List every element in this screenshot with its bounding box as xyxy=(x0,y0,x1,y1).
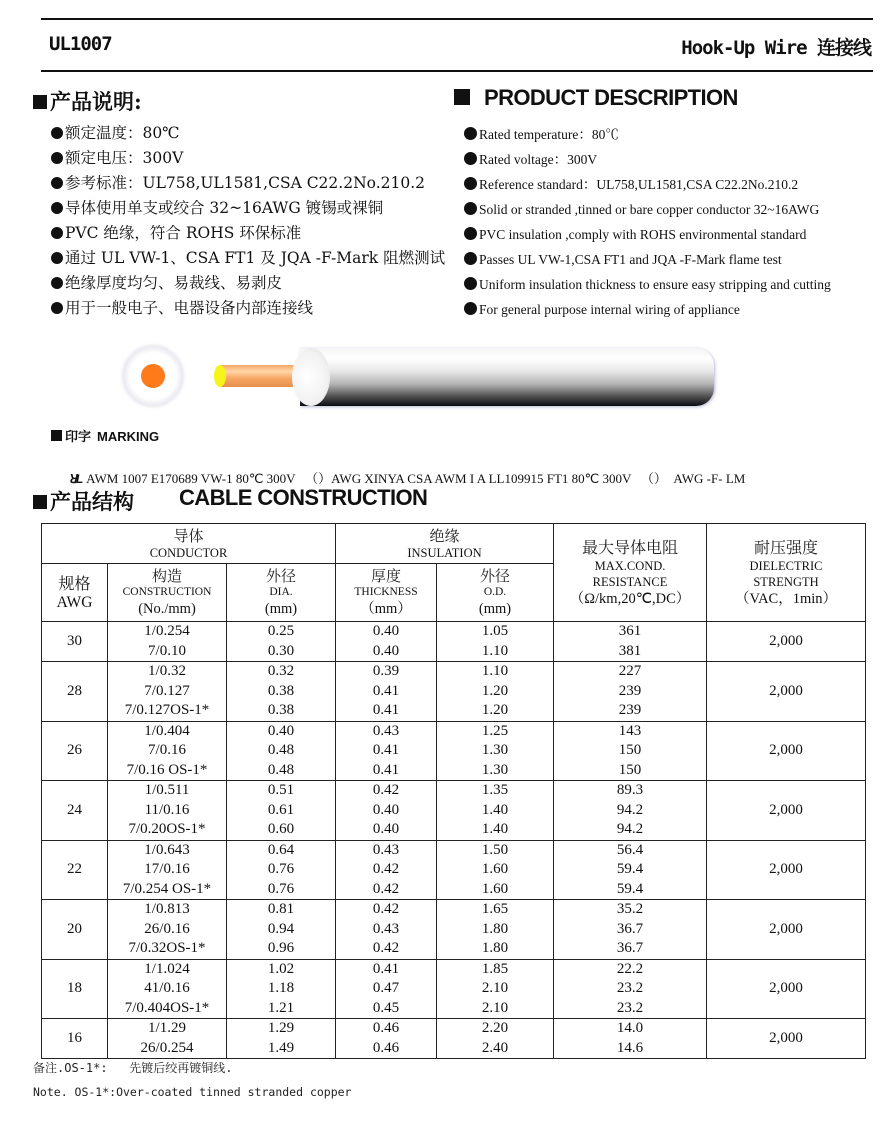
cell-value: 1.30 xyxy=(481,761,509,778)
cell-value: 1.10 xyxy=(481,663,509,679)
cell-value: 0.76 xyxy=(267,880,295,897)
cell-value: 1/0.643 xyxy=(144,841,190,858)
description-title-cn: 产品说明: xyxy=(33,86,142,116)
cell-value: 1.20 xyxy=(481,702,509,718)
bullet-icon xyxy=(464,152,477,165)
cell-value: 0.47 xyxy=(372,980,400,996)
cell-value: 36.7 xyxy=(616,940,644,956)
cell-value: 17/0.16 xyxy=(144,861,190,877)
cell-value: 1.85 xyxy=(481,960,509,977)
cell-value: 381 xyxy=(618,642,642,659)
dielectric-cell: 2,000 xyxy=(707,1019,866,1059)
resistance-cell xyxy=(554,840,707,900)
cell-value: 0.81 xyxy=(267,901,295,917)
list-item: 通过 UL VW-1、CSA FT1 及 JQA -F-Mark 阻燃测试 xyxy=(51,246,445,271)
awg-cell: 22 xyxy=(42,840,108,900)
dia-cell xyxy=(227,781,336,841)
dia-cell xyxy=(227,662,336,722)
cell-value: 0.41 xyxy=(372,702,400,718)
list-item: 额定电压：300V xyxy=(51,146,445,171)
resistance-cell xyxy=(554,662,707,722)
cell-value: 143 xyxy=(618,722,642,739)
cell-value: 0.64 xyxy=(267,841,295,858)
cell-value: 150 xyxy=(618,761,642,778)
dielectric-cell: 2,000 xyxy=(707,622,866,662)
awg-cell: 30 xyxy=(42,622,108,662)
cell-value: 7/0.10 xyxy=(148,642,186,659)
thickness-cell xyxy=(336,781,437,841)
cell-value: 0.41 xyxy=(372,742,400,758)
list-item: 绝缘厚度均匀、易裁线、易剥皮 xyxy=(51,271,445,296)
cell-value: 0.42 xyxy=(372,861,400,877)
od-cell xyxy=(437,781,554,841)
cell-value: 0.94 xyxy=(267,920,295,937)
construction-cell xyxy=(108,900,227,960)
list-item: For general purpose internal wiring of appliance xyxy=(464,297,831,322)
cell-value: 0.51 xyxy=(267,782,295,798)
cell-value: 1.65 xyxy=(481,901,509,917)
bullet-icon xyxy=(464,177,477,190)
cell-value: 7/0.16 xyxy=(148,742,186,758)
note-en: Note. OS-1*:Over-coated tinned stranded copper xyxy=(33,1085,352,1099)
cell-value: 0.46 xyxy=(372,1020,400,1036)
bullet-icon xyxy=(51,202,63,214)
bullet-icon xyxy=(464,277,477,290)
cell-value: 36.7 xyxy=(616,920,644,937)
cell-value: 1.10 xyxy=(481,642,509,659)
cell-value: 1/0.511 xyxy=(144,782,190,798)
cell-value: 0.25 xyxy=(267,623,295,639)
cell-value: 0.42 xyxy=(372,940,400,956)
dielectric-cell: 2,000 xyxy=(707,900,866,960)
header-bottom-rule xyxy=(41,70,873,72)
cell-value: 1.60 xyxy=(481,880,509,897)
cell-value: 0.38 xyxy=(267,682,295,699)
thickness-cell xyxy=(336,959,437,1019)
list-item: Passes UL VW-1,CSA FT1 and JQA -F-Mark flame test xyxy=(464,247,831,272)
header-insulation: 绝缘 INSULATION xyxy=(336,524,554,564)
cell-value: 1.80 xyxy=(481,920,509,937)
header-dia: 外径 DIA. (mm) xyxy=(227,564,336,622)
cell-value: 0.42 xyxy=(372,880,400,897)
cell-value: 0.43 xyxy=(372,722,400,739)
header-resistance: 最大导体电阻 MAX.COND. RESISTANCE （Ω/km,20℃,DC） xyxy=(554,524,707,622)
square-bullet-icon xyxy=(33,95,47,109)
ul-logo-icon: ꓤL xyxy=(68,472,83,486)
construction-title: 产品结构 xyxy=(33,486,134,516)
cell-value: 56.4 xyxy=(616,841,644,858)
cell-value: 7/0.404OS-1* xyxy=(124,999,210,1016)
cell-value: 41/0.16 xyxy=(144,980,190,996)
resistance-cell xyxy=(554,900,707,960)
construction-cell xyxy=(108,721,227,781)
awg-cell: 20 xyxy=(42,900,108,960)
cell-value: 0.42 xyxy=(372,782,400,798)
table-row xyxy=(42,781,866,841)
list-item: PVC 绝缘，符合 ROHS 环保标准 xyxy=(51,221,445,246)
cell-value: 23.2 xyxy=(616,980,644,996)
cell-value: 14.6 xyxy=(616,1039,644,1056)
construction-cell xyxy=(108,1019,227,1059)
table-row xyxy=(42,662,866,722)
construction-cell xyxy=(108,840,227,900)
cell-value: 150 xyxy=(618,742,642,758)
cell-value: 2.10 xyxy=(481,980,509,996)
cell-value: 1.80 xyxy=(481,940,509,956)
cell-value: 0.39 xyxy=(372,663,400,679)
list-item: Rated temperature：80℃ xyxy=(464,122,831,147)
cell-value: 59.4 xyxy=(616,880,644,897)
bullet-icon xyxy=(51,277,63,289)
header-thickness: 厚度 THICKNESS （mm） xyxy=(336,564,437,622)
construction-cell xyxy=(108,622,227,662)
resistance-cell xyxy=(554,721,707,781)
bullet-icon xyxy=(51,177,63,189)
cell-value: 0.45 xyxy=(372,999,400,1016)
dia-cell xyxy=(227,721,336,781)
awg-cell: 18 xyxy=(42,959,108,1019)
header-od: 外径 O.D. (mm) xyxy=(437,564,554,622)
cell-value: 1/0.254 xyxy=(144,623,190,639)
resistance-cell xyxy=(554,622,707,662)
cell-value: 1.18 xyxy=(267,980,295,996)
cell-value: 7/0.32OS-1* xyxy=(128,940,206,956)
cell-value: 239 xyxy=(618,682,642,699)
dielectric-cell: 2,000 xyxy=(707,840,866,900)
dia-cell xyxy=(227,959,336,1019)
dia-cell xyxy=(227,900,336,960)
table-body xyxy=(42,622,866,1059)
cell-value: 7/0.20OS-1* xyxy=(128,821,206,837)
od-cell xyxy=(437,721,554,781)
thickness-cell xyxy=(336,840,437,900)
cell-value: 1.25 xyxy=(481,722,509,739)
thickness-cell xyxy=(336,721,437,781)
cell-value: 1.21 xyxy=(267,999,295,1016)
cell-value: 1.60 xyxy=(481,861,509,877)
list-item: Rated voltage：300V xyxy=(464,147,831,172)
cell-value: 0.40 xyxy=(372,801,400,818)
cell-value: 26/0.16 xyxy=(144,920,190,937)
cell-value: 11/0.16 xyxy=(144,801,190,818)
cell-value: 0.40 xyxy=(267,722,295,739)
list-item: Reference standard：UL758,UL1581,CSA C22.2No.210.2 xyxy=(464,172,831,197)
table-row xyxy=(42,622,866,662)
cell-value: 0.42 xyxy=(372,901,400,917)
cell-value: 1.40 xyxy=(481,801,509,818)
conductor-tip-icon xyxy=(214,365,226,387)
dia-cell xyxy=(227,622,336,662)
marking-text: ꓤL AWM 1007 E170689 VW-1 80℃ 300V （）AWG XINYA CSA AWM I A LL109915 FT1 80℃ 300V （） AWG -F- LM xyxy=(68,471,746,486)
cell-value: 0.40 xyxy=(372,623,400,639)
cell-value: 1.05 xyxy=(481,623,509,639)
construction-cell xyxy=(108,959,227,1019)
cell-value: 23.2 xyxy=(616,999,644,1016)
dia-cell xyxy=(227,840,336,900)
table-row xyxy=(42,900,866,960)
cell-value: 239 xyxy=(618,702,642,718)
bullet-icon xyxy=(464,227,477,240)
construction-title-en: CABLE CONSTRUCTION xyxy=(179,485,428,510)
marking-title: 印字 MARKING xyxy=(51,426,159,445)
dielectric-cell: 2,000 xyxy=(707,662,866,722)
bullet-icon xyxy=(464,127,477,140)
dielectric-cell: 2,000 xyxy=(707,721,866,781)
header-dielectric: 耐压强度 DIELECTRIC STRENGTH （VAC，1min） xyxy=(707,524,866,622)
awg-cell: 24 xyxy=(42,781,108,841)
cell-value: 59.4 xyxy=(616,861,644,877)
cell-value: 1.50 xyxy=(481,841,509,858)
cell-value: 0.41 xyxy=(372,761,400,778)
cell-value: 1.49 xyxy=(267,1039,295,1056)
awg-cell: 16 xyxy=(42,1019,108,1059)
cell-value: 0.48 xyxy=(267,761,295,778)
cell-value: 361 xyxy=(618,623,642,639)
od-cell xyxy=(437,959,554,1019)
header-top-rule xyxy=(41,18,873,20)
cell-value: 7/0.16 OS-1* xyxy=(126,761,208,778)
table-row xyxy=(42,840,866,900)
cell-value: 7/0.254 OS-1* xyxy=(122,880,212,897)
description-list-cn xyxy=(51,121,445,321)
cell-value: 2.40 xyxy=(481,1039,509,1056)
cell-value: 0.43 xyxy=(372,841,400,858)
thickness-cell xyxy=(336,662,437,722)
construction-cell xyxy=(108,662,227,722)
cell-value: 2.10 xyxy=(481,999,509,1016)
od-cell xyxy=(437,622,554,662)
thickness-cell xyxy=(336,900,437,960)
dia-cell xyxy=(227,1019,336,1059)
cell-value: 7/0.127OS-1* xyxy=(124,702,210,718)
resistance-cell xyxy=(554,1019,707,1059)
header-awg: 规格 AWG xyxy=(42,564,108,622)
cell-value: 0.30 xyxy=(267,642,295,659)
cell-value: 1.02 xyxy=(267,960,295,977)
cell-value: 1/0.32 xyxy=(148,663,186,679)
resistance-cell xyxy=(554,781,707,841)
cell-value: 1/0.813 xyxy=(144,901,190,917)
resistance-cell xyxy=(554,959,707,1019)
cell-value: 1/0.404 xyxy=(144,722,190,739)
table-row xyxy=(42,721,866,781)
square-bullet-icon xyxy=(454,89,470,105)
cable-construction-table xyxy=(41,523,866,1059)
list-item: 用于一般电子、电器设备内部连接线 xyxy=(51,296,445,321)
cell-value: 1/1.29 xyxy=(148,1020,186,1036)
cell-value: 2.20 xyxy=(481,1020,509,1036)
bullet-icon xyxy=(51,252,63,264)
cell-value: 0.41 xyxy=(372,682,400,699)
header-construction: 构造 CONSTRUCTION (No./mm) xyxy=(108,564,227,622)
cell-value: 22.2 xyxy=(616,960,644,977)
description-title-en: PRODUCT DESCRIPTION xyxy=(454,85,738,111)
model-number: UL1007 xyxy=(49,33,112,55)
cell-value: 0.46 xyxy=(372,1039,400,1056)
cell-value: 0.40 xyxy=(372,821,400,837)
list-item: Uniform insulation thickness to ensure easy stripping and cutting xyxy=(464,272,831,297)
cell-value: 1.40 xyxy=(481,821,509,837)
bullet-icon xyxy=(51,227,63,239)
cell-value: 14.0 xyxy=(616,1020,644,1036)
construction-cell xyxy=(108,781,227,841)
cell-value: 0.41 xyxy=(372,960,400,977)
od-cell xyxy=(437,662,554,722)
awg-cell: 26 xyxy=(42,721,108,781)
list-item: PVC insulation ,comply with ROHS environmental standard xyxy=(464,222,831,247)
list-item: 额定温度：80℃ xyxy=(51,121,445,146)
cell-value: 0.61 xyxy=(267,801,295,818)
table-row xyxy=(42,959,866,1019)
list-item: Solid or stranded ,tinned or bare copper conductor 32~16AWG xyxy=(464,197,831,222)
thickness-cell xyxy=(336,622,437,662)
cell-value: 0.48 xyxy=(267,742,295,758)
cell-value: 1.35 xyxy=(481,782,509,798)
cell-value: 0.40 xyxy=(372,642,400,659)
square-bullet-icon xyxy=(51,430,62,441)
cell-value: 35.2 xyxy=(616,901,644,917)
bullet-icon xyxy=(464,252,477,265)
dielectric-cell: 2,000 xyxy=(707,959,866,1019)
cell-value: 1/1.024 xyxy=(144,960,190,977)
cell-value: 94.2 xyxy=(616,801,644,818)
description-list-en xyxy=(464,122,831,322)
cell-value: 0.38 xyxy=(267,702,295,718)
bullet-icon xyxy=(51,127,63,139)
list-item: 参考标准：UL758,UL1581,CSA C22.2No.210.2 xyxy=(51,171,445,196)
cell-value: 0.60 xyxy=(267,821,295,837)
cell-value: 0.96 xyxy=(267,940,295,956)
insulation-end-icon xyxy=(292,348,330,406)
cell-value: 89.3 xyxy=(616,782,644,798)
cell-value: 227 xyxy=(618,663,642,679)
od-cell xyxy=(437,900,554,960)
od-cell xyxy=(437,840,554,900)
insulation-jacket-icon xyxy=(300,348,714,406)
note-cn: 备注.OS-1*: 先镀后绞再镀铜线. xyxy=(33,1061,233,1075)
bullet-icon xyxy=(464,202,477,215)
cell-value: 1.20 xyxy=(481,682,509,699)
cell-value: 94.2 xyxy=(616,821,644,837)
thickness-cell xyxy=(336,1019,437,1059)
table-row xyxy=(42,1019,866,1059)
conductor-core-icon xyxy=(141,364,165,388)
cell-value: 7/0.127 xyxy=(144,682,190,699)
cell-value: 0.43 xyxy=(372,920,400,937)
cell-value: 1.29 xyxy=(267,1020,295,1036)
square-bullet-icon xyxy=(33,495,47,509)
bullet-icon xyxy=(51,302,63,314)
cell-value: 26/0.254 xyxy=(140,1039,194,1056)
awg-cell: 28 xyxy=(42,662,108,722)
bullet-icon xyxy=(464,302,477,315)
bullet-icon xyxy=(51,152,63,164)
dielectric-cell: 2,000 xyxy=(707,781,866,841)
cell-value: 0.32 xyxy=(267,663,295,679)
cell-value: 0.76 xyxy=(267,861,295,877)
od-cell xyxy=(437,1019,554,1059)
document-title: Hook-Up Wire 连接线 xyxy=(681,37,871,59)
list-item: 导体使用单支或绞合 32~16AWG 镀锡或裸铜 xyxy=(51,196,445,221)
header-conductor: 导体 CONDUCTOR xyxy=(42,524,336,564)
cell-value: 1.30 xyxy=(481,742,509,758)
